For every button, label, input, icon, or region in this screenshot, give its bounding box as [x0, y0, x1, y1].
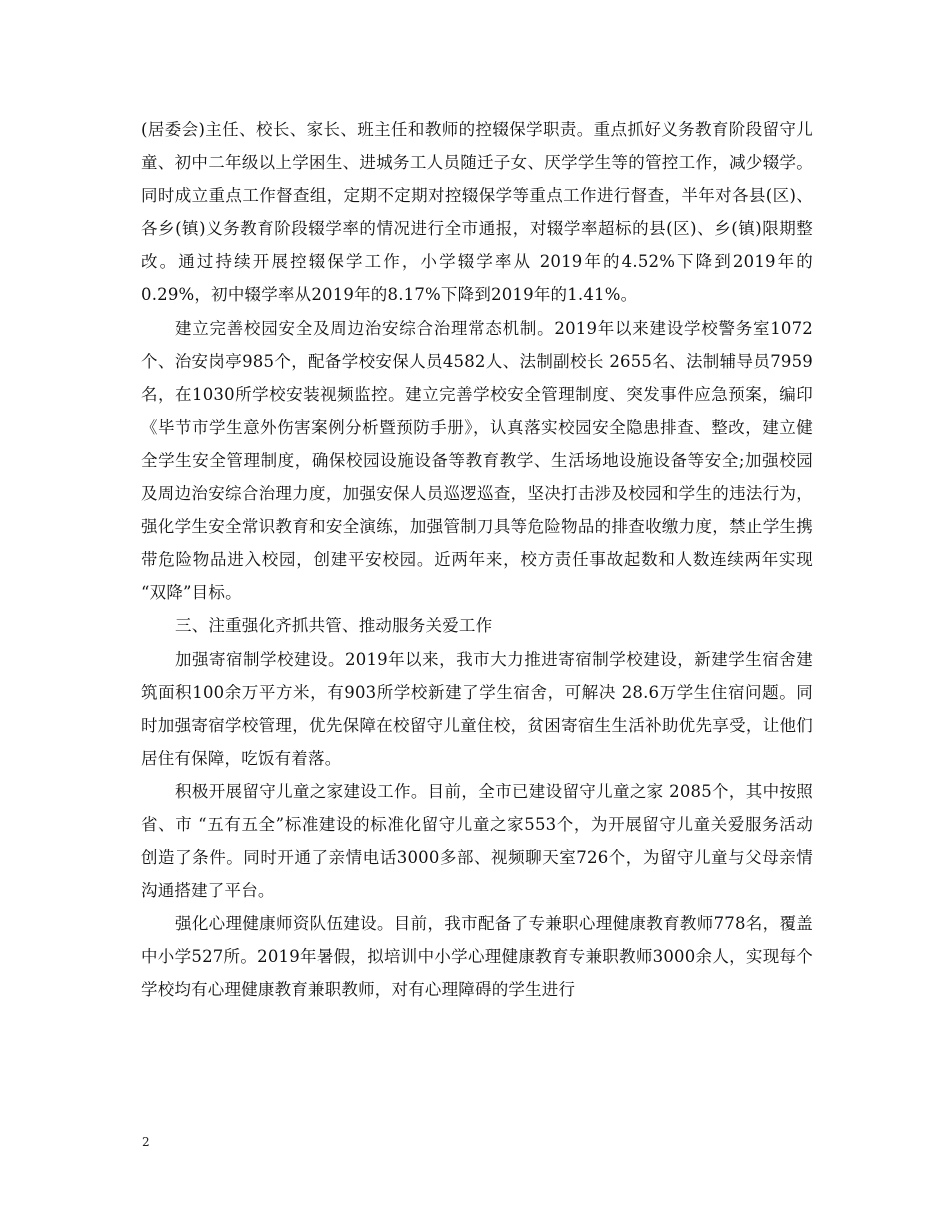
document-body [141, 113, 813, 1007]
section-heading: 三、注重强化齐抓共管、推动服务关爱工作 [175, 616, 493, 636]
paragraph-1: (居委会)主任、校长、家长、班主任和教师的控辍保学职责。重点抓好义务教育阶段留守儿童、初中二年级以上学困生、进城务工人员随迁子女、厌学学生等的管控工作，减少辍学。同时成立重点工作督查组，定期不定期对控辍保学等重点工作进行督查，半年对各县(区)、各乡(镇)义务教育阶段辍学率的情况进行全市通报，对辍学率超标的县(区)、乡(镇)限期整改。通过持续开展控辍保学工作，小学辍学率从 2019年的4.52%下降到2019年的0.29%，初中辍学率从2019年的8.17%下降到2019年的1.41%。 [141, 120, 813, 305]
page-number: 2 [142, 1135, 150, 1149]
paragraph-2: 建立完善校园安全及周边治安综合治理常态机制。2019年以来建设学校警务室1072个、治安岗亭985个，配备学校安保人员4582人、法制副校长 2655名、法制辅导员7959名，在1030所学校安装视频监控。建立完善学校安全管理制度、突发事件应急预案，编印《毕节市学生意外伤害案例分析暨预防手册》，认真落实校园安全隐患排查、整改，建立健全学生安全管理制度，确保校园设施设备等教育教学、生活场地设施设备等安全;加强校园及周边治安综合治理力度，加强安保人员巡逻巡查，坚决打击涉及校园和学生的违法行为，强化学生安全常识教育和安全演练，加强管制刀具等危险物品的排查收缴力度，禁止学生携带危险物品进入校园，创建平安校园。近两年来，校方责任事故起数和人数连续两年实现 “双降”目标。 [141, 318, 813, 603]
paragraph-4: 积极开展留守儿童之家建设工作。目前，全市已建设留守儿童之家 2085个，其中按照省、市 “五有五全”标准建设的标准化留守儿童之家553个，为开展留守儿童关爱服务活动创造了条件。同时开通了亲情电话3000多部、视频聊天室726个，为留守儿童与父母亲情沟通搭建了平台。 [141, 781, 813, 901]
paragraph-3: 加强寄宿制学校建设。2019年以来，我市大力推进寄宿制学校建设，新建学生宿舍建筑面积100余万平方米，有903所学校新建了学生宿舍，可解决 28.6万学生住宿问题。同时加强寄宿学校管理，优先保障在校留守儿童住校，贫困寄宿生生活补助优先享受，让他们居住有保障，吃饭有着落。 [141, 649, 813, 768]
paragraph-5: 强化心理健康师资队伍建设。目前，我市配备了专兼职心理健康教育教师778名，覆盖中小学527所。2019年暑假，拟培训中小学心理健康教育专兼职教师3000余人，实现每个学校均有心理健康教育兼职教师，对有心理障碍的学生进行 [141, 914, 813, 1000]
